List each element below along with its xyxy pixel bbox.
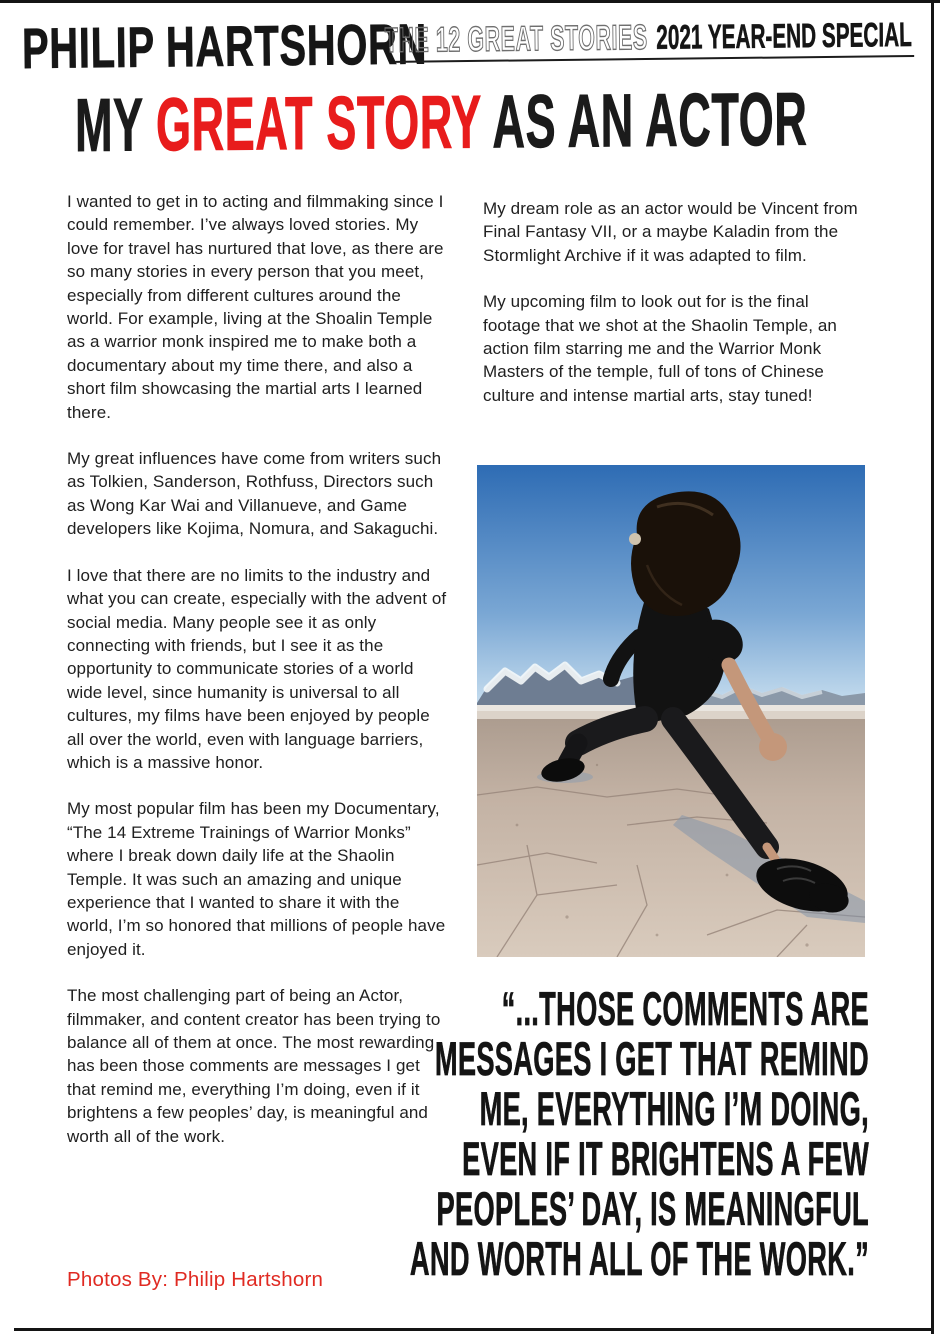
article-headline: [74, 76, 808, 167]
pull-quote-line: AND WORTH ALL OF THE WORK.”: [409, 1232, 869, 1285]
article-paragraph: My most popular film has been my Documentary, “The 14 Extreme Trainings of Warrior Monks” where I break down daily life at the Shaolin Temple. It was such an amazing and unique experience that I wanted to share it with the world, I’m so honored that millions of people have enjoyed it.: [67, 799, 446, 959]
series-title: THE 12 GREAT STORIES: [384, 17, 649, 60]
photo-credit: Photos By: Philip Hartshorn: [67, 1268, 324, 1291]
article-paragraph: I wanted to get in to acting and filmmaking since I could remember. I’ve always loved stories. My love for travel has nurtured that love, as there are so many stories in every person that you meet, especially from different cultures around the world. For example, living at the Shoalin Temple as a warrior monk inspired me to make both a documentary about my time there, and also a short film showcasing the martial arts I learned there.: [67, 192, 444, 422]
pull-quote-line: PEOPLES’ DAY, IS MEANINGFUL: [436, 1182, 869, 1235]
article-paragraph: I love that there are no limits to the industry and what you can create, especially with the advent of social media. Many people see it as only connecting with friends, but I see it as the opportunity to communicate stories of a world wide level, since humanity is universal to all cultures, my films have been enjoyed by people all over the world, even with language barriers, which is a massive honor.: [67, 565, 447, 772]
article-paragraph: My great influences have come from writers such as Tolkien, Sanderson, Rothfuss, Directors such as Wong Kar Wai and Villanueve, and Game developers like Kojima, Nomura, and Sakaguchi.: [67, 449, 442, 539]
headline-post: AS AN ACTOR: [480, 76, 808, 164]
masthead-series-block: [384, 11, 914, 63]
headline-pre: MY: [74, 82, 157, 167]
left-column: [67, 190, 449, 1171]
pull-quote: [393, 984, 869, 1284]
right-column: [483, 197, 869, 430]
masthead-author-name: PHILIP HARTSHORN: [21, 12, 428, 82]
page-border-right: [931, 0, 934, 1334]
photo-martial-arts-pose: [477, 465, 865, 957]
photo-illustration: [477, 465, 865, 957]
pull-quote-line: ME, EVERYTHING I’M DOING,: [479, 1082, 869, 1135]
masthead-series-inner: [385, 15, 912, 61]
edition-label: 2021 YEAR-END SPECIAL: [656, 15, 913, 57]
headline-highlight: GREAT STORY: [155, 79, 482, 167]
article-paragraph: My dream role as an actor would be Vincent from Final Fantasy VII, or a maybe Kaladin from the Stormlight Archive if it was adapted to film.: [483, 199, 858, 265]
pull-quote-line: “...THOSE COMMENTS ARE: [501, 982, 869, 1035]
pull-quote-line: MESSAGES I GET THAT REMIND: [434, 1032, 869, 1085]
page-border-bottom: [14, 1328, 934, 1331]
article-paragraph: My upcoming film to look out for is the final footage that we shot at the Shaolin Temple, an action film starring me and the Warrior Monk Masters of the temple, full of tons of Chinese culture and intense martial arts, stay tuned!: [483, 292, 837, 405]
article-paragraph: The most challenging part of being an Actor, filmmaker, and content creator has been trying to balance all of them at once. The most rewarding has been those comments are messages I get that remind me, everything I’m doing, even if it brightens a few peoples’ day, is meaningful and worth all of the work.: [67, 986, 441, 1146]
pull-quote-line: EVEN IF IT BRIGHTENS A FEW: [462, 1132, 869, 1185]
